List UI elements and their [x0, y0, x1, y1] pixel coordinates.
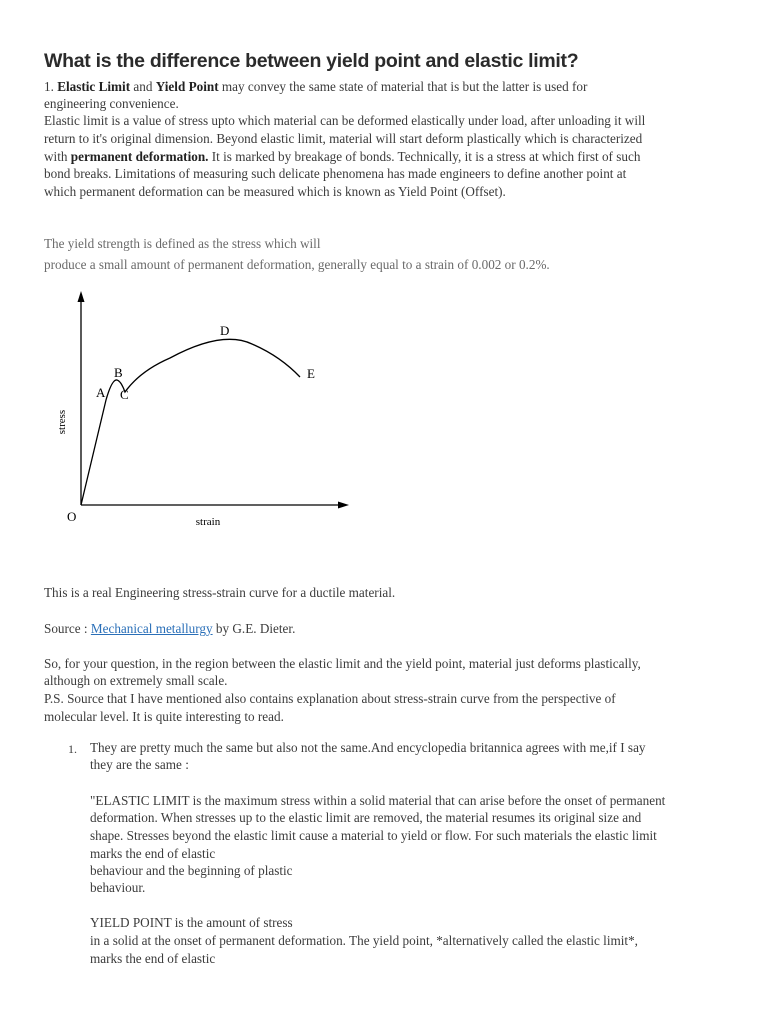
answer-line-1: So, for your question, in the region between the elastic limit and the yield point, material just deforms plastically,: [44, 656, 641, 671]
intro-line-1: [44, 78, 587, 96]
definition-line-4: bond breaks. Limitations of measuring such delicate phenomena has made engineers to define another point at: [44, 166, 627, 181]
quote-yield-line-1: YIELD POINT is the amount of stress: [90, 915, 293, 930]
quote-line-1: The yield strength is defined as the stress which will: [44, 236, 321, 251]
quote-yield-line-3: marks the end of elastic: [90, 951, 216, 966]
list-line-1: They are pretty much the same but also not the same.And encyclopedia britannica agrees with me,if I say: [90, 740, 646, 755]
y-axis-label: stress: [56, 409, 68, 435]
list-number: 1.: [44, 79, 58, 94]
term-elastic-limit: Elastic Limit: [57, 79, 131, 94]
stress-strain-figure: [50, 285, 360, 535]
quote-elastic-line-2: deformation. When stresses up to the elastic limit are removed, the material resumes its original size and: [90, 810, 642, 825]
x-axis-arrow-icon: [338, 502, 349, 509]
definition-line-5: which permanent deformation can be measured which is known as Yield Point (Offset).: [44, 184, 506, 199]
list-line-2: they are the same :: [90, 757, 189, 772]
source-link[interactable]: Mechanical metallurgy: [90, 621, 213, 636]
intro-text: may convey the same state of material that is but the latter is used for: [218, 79, 588, 94]
point-label-d: D: [220, 323, 230, 338]
intro-line-2: engineering convenience.: [44, 96, 179, 111]
page-title: What is the difference between yield point and elastic limit?: [44, 50, 579, 72]
quote-elastic-line-4: marks the end of elastic: [90, 846, 216, 861]
x-axis-label: strain: [195, 516, 221, 528]
answer-line-3: P.S. Source that I have mentioned also contains explanation about stress-strain curve from the perspective of: [44, 691, 616, 706]
source-suffix: by G.E. Dieter.: [212, 621, 296, 636]
origin-label-o: O: [67, 509, 77, 524]
quote-elastic-line-6: behaviour.: [90, 880, 146, 895]
figure-caption: This is a real Engineering stress-strain curve for a ductile material.: [44, 585, 396, 600]
quote-line-2: produce a small amount of permanent deformation, generally equal to a strain of 0.002 or 0.2%.: [44, 257, 550, 272]
answer-line-2: although on extremely small scale.: [44, 673, 228, 688]
quote-yield-line-2: in a solid at the onset of permanent deformation. The yield point, *alternatively called the elastic limit*,: [90, 933, 638, 948]
source-prefix: Source :: [44, 621, 91, 636]
text-fragment: with: [44, 149, 71, 164]
term-permanent-deformation: permanent deformation.: [70, 149, 209, 164]
answer-line-4: molecular level. It is quite interesting to read.: [44, 709, 284, 724]
point-label-a: A: [96, 385, 106, 400]
text-fragment: It is marked by breakage of bonds. Technically, it is a stress at which first of such: [208, 149, 641, 164]
conjunction: and: [130, 79, 156, 94]
list-item-number: 1.: [68, 742, 77, 756]
term-yield-point: Yield Point: [155, 79, 219, 94]
source-line: [44, 620, 295, 638]
definition-line-3: [44, 148, 640, 166]
quote-elastic-line-1: "ELASTIC LIMIT is the maximum stress within a solid material that can arise before the onset of permanent: [90, 793, 666, 808]
point-label-c: C: [120, 387, 129, 402]
definition-line-2: return to it's original dimension. Beyond elastic limit, material will start deform plastically which is characterized: [44, 131, 643, 146]
quote-elastic-line-5: behaviour and the beginning of plastic: [90, 863, 293, 878]
quote-elastic-line-3: shape. Stresses beyond the elastic limit cause a material to yield or flow. For such materials the elastic limit: [90, 828, 657, 843]
definition-line-1: Elastic limit is a value of stress upto which material can be deformed elastically under load, after unloading it will: [44, 113, 646, 128]
point-label-b: B: [114, 365, 123, 380]
point-label-e: E: [307, 366, 315, 381]
y-axis-arrow-icon: [78, 291, 85, 302]
